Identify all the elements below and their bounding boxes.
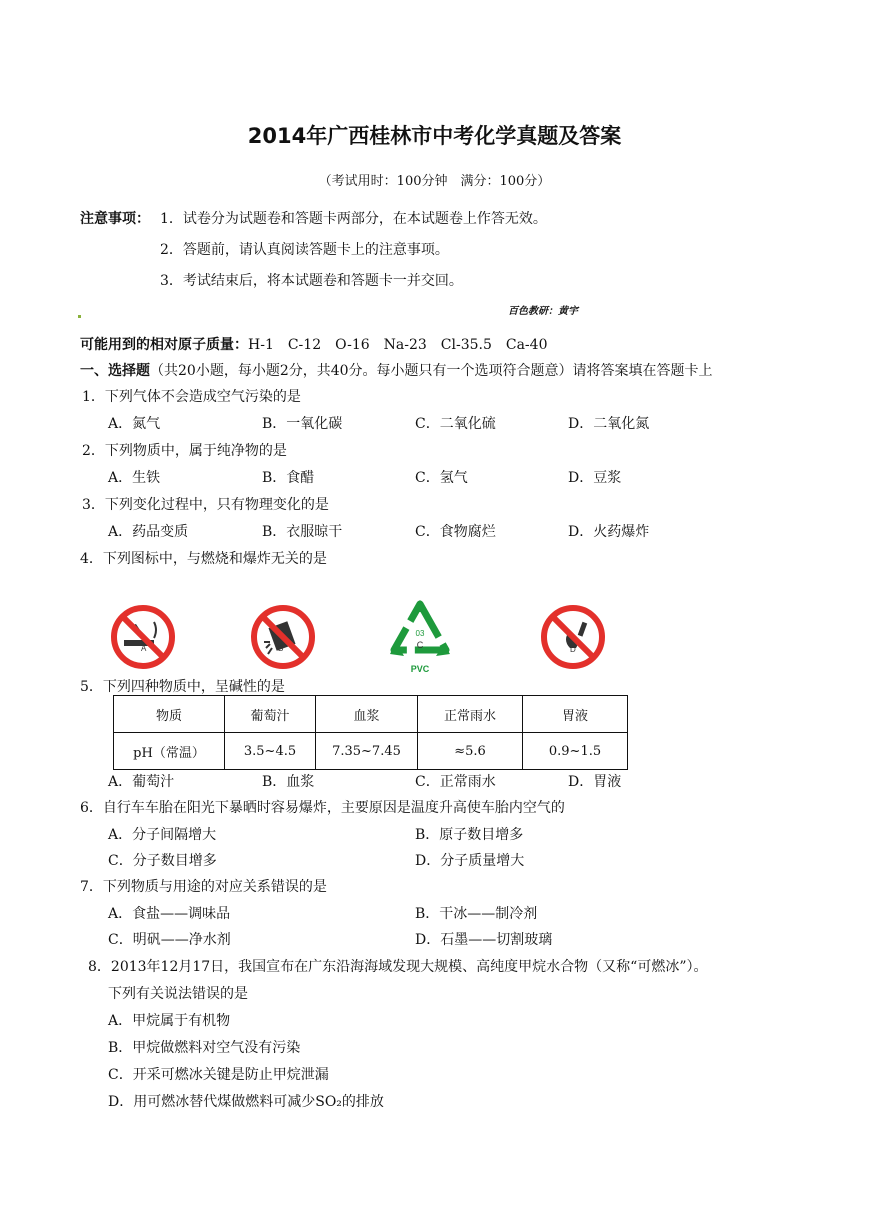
recycle-pvc-text: PVC: [410, 664, 430, 674]
green-dot-mark: [78, 315, 81, 318]
q2-stem: 2．下列物质中，属于纯净物的是: [82, 443, 287, 459]
table-cell: pH（常温）: [114, 733, 225, 770]
sign-a-label: A: [141, 644, 147, 653]
sign-c-label: C: [416, 640, 424, 650]
atomic-mass-values: H-1 C-12 O-16 Na-23 Cl-35.5 Ca-40: [248, 337, 548, 353]
q8-option-a: A．甲烷属于有机物: [108, 1013, 231, 1029]
q8-option-c: C．开采可燃冰关键是防止甲烷泄漏: [108, 1067, 329, 1083]
q2-option-c: C．氢气: [415, 470, 468, 486]
q5-option-b: B．血浆: [262, 774, 315, 790]
notice-label: 注意事项：: [80, 211, 150, 227]
no-open-flame-sign-icon: [540, 604, 606, 670]
no-smoking-sign-icon: [110, 604, 176, 670]
atomic-mass-label: 可能用到的相对原子质量：: [80, 337, 248, 353]
q8-option-b: B．甲烷做燃料对空气没有污染: [108, 1040, 301, 1056]
section-heading: [80, 360, 713, 380]
q3-option-b: B．衣服晾干: [262, 524, 343, 540]
table-header-cell: 葡萄汁: [225, 696, 316, 733]
q5-stem: 5．下列四种物质中，呈碱性的是: [80, 679, 285, 695]
q3-option-d: D．火药爆炸: [568, 524, 650, 540]
no-fireworks-sign-icon: [250, 604, 316, 670]
section-label: 一、选择题: [80, 363, 150, 379]
page-title: 2014年广西桂林市中考化学真题及答案: [247, 124, 622, 148]
q7-option-c: C．明矾——净水剂: [108, 932, 231, 948]
q3-option-a: A．药品变质: [108, 524, 189, 540]
stamp-text: 百色教研：黄宇: [508, 306, 578, 317]
q7-stem: 7．下列物质与用途的对应关系错误的是: [80, 879, 327, 895]
table-header-cell: 血浆: [316, 696, 418, 733]
sign-b-label: B: [278, 644, 284, 653]
table-header-cell: 胃液: [523, 696, 628, 733]
q1-stem: 1．下列气体不会造成空气污染的是: [82, 389, 301, 405]
sign-d-label: D: [570, 645, 576, 654]
q1-option-a: A．氮气: [108, 416, 161, 432]
q1-option-d: D．二氧化氮: [568, 416, 650, 432]
table-cell: 7.35~7.45: [316, 733, 418, 770]
page-subtitle: （考试用时：100分钟 满分：100分）: [318, 174, 551, 189]
q8-stem: 8．2013年12月17日，我国宣布在广东沿海海域发现大规模、高纯度甲烷水合物（又称“可燃冰”）。: [88, 959, 708, 975]
q8-option-d: D．用可燃冰替代煤做燃料可减少SO₂的排放: [108, 1094, 384, 1110]
q8-stem-2: 下列有关说法错误的是: [108, 986, 248, 1002]
q7-option-b: B．干冰——制冷剂: [415, 906, 538, 922]
atomic-mass-line: [80, 334, 547, 354]
q2-option-d: D．豆浆: [568, 470, 622, 486]
table-cell: 3.5~4.5: [225, 733, 316, 770]
q7-option-a: A．食盐——调味品: [108, 906, 231, 922]
q5-option-c: C．正常雨水: [415, 774, 496, 790]
q6-option-d: D．分子质量增大: [415, 853, 525, 869]
q1-option-b: B．一氧化碳: [262, 416, 343, 432]
table-row: [114, 733, 628, 770]
q6-option-b: B．原子数目增多: [415, 827, 524, 843]
recycle-number: 03: [415, 629, 425, 638]
q5-option-d: D．胃液: [568, 774, 622, 790]
notice-item-3: 3．考试结束后，将本试题卷和答题卡一并交回。: [160, 273, 463, 289]
section-desc: （共20小题，每小题2分，共40分。每小题只有一个选项符合题意）请将答案填在答题卡上: [150, 363, 713, 379]
table-header-cell: 物质: [114, 696, 225, 733]
notice-item-1: 1．试卷分为试题卷和答题卡两部分，在本试题卷上作答无效。: [160, 211, 547, 227]
q7-option-d: D．石墨——切割玻璃: [415, 932, 553, 948]
q1-option-c: C．二氧化硫: [415, 416, 496, 432]
q3-option-c: C．食物腐烂: [415, 524, 496, 540]
q2-option-a: A．生铁: [108, 470, 161, 486]
q6-stem: 6．自行车车胎在阳光下暴晒时容易爆炸，主要原因是温度升高使车胎内空气的: [80, 800, 565, 816]
q2-option-b: B．食醋: [262, 470, 315, 486]
recycle-pvc-sign-icon: [384, 598, 456, 676]
q6-option-c: C．分子数目增多: [108, 853, 217, 869]
q5-option-a: A．葡萄汁: [108, 774, 175, 790]
table-cell: ≈5.6: [418, 733, 523, 770]
table-header-row: [114, 696, 628, 733]
q4-stem: 4．下列图标中，与燃烧和爆炸无关的是: [80, 551, 327, 567]
table-cell: 0.9~1.5: [523, 733, 628, 770]
ph-table: [113, 695, 628, 770]
table-header-cell: 正常雨水: [418, 696, 523, 733]
notice-item-2: 2．答题前，请认真阅读答题卡上的注意事项。: [160, 242, 449, 258]
q6-option-a: A．分子间隔增大: [108, 827, 217, 843]
q3-stem: 3．下列变化过程中，只有物理变化的是: [82, 497, 329, 513]
